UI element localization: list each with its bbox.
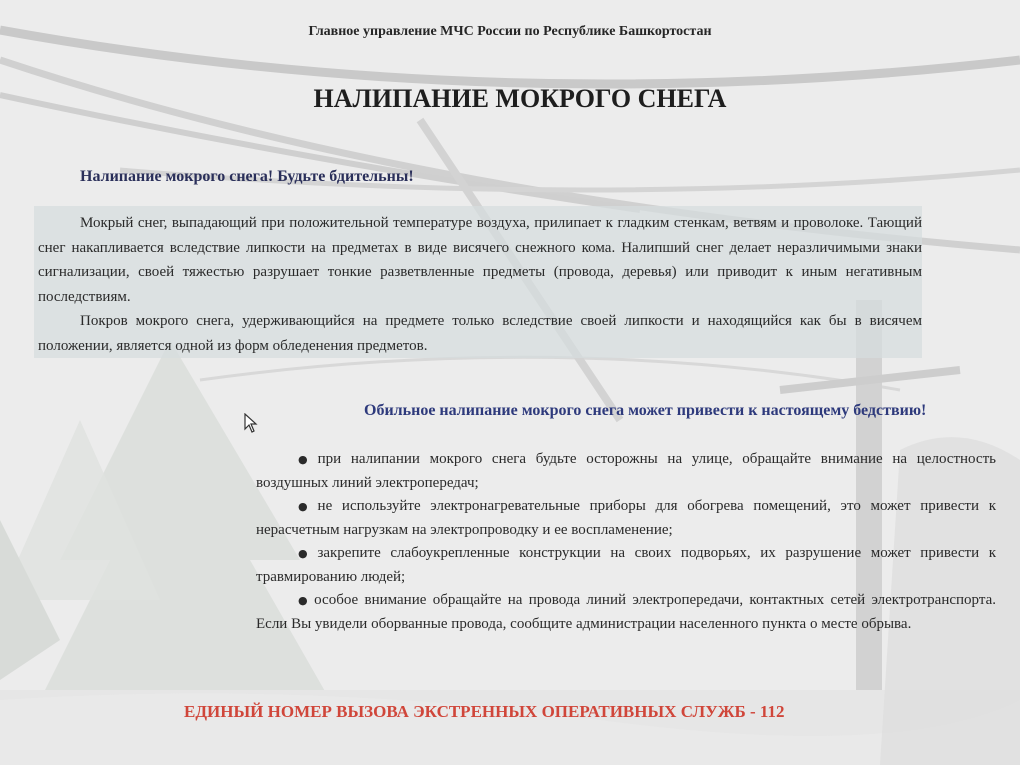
warning-heading: Обильное налипание мокрого снега может привести к настоящему бедствию! [364, 402, 927, 419]
list-item-text: не используйте электронагревательные приборы для обогрева помещений, это может привести к нерасчетным нагрузкам на электропроводку и ее воспламенение; [256, 498, 996, 538]
bullet-icon: ● [298, 453, 314, 466]
organization-name: Главное управление МЧС России по Республике Башкортостан [308, 24, 712, 39]
list-item [256, 542, 996, 589]
intro-paragraph-1: Мокрый снег, выпадающий при положительной температуре воздуха, прилипает к гладким стенкам, ветвям и проволоке. Тающий снег накапливается вследствие липкости на предметах в виде висячего снежного кома. Налипший снег делает неразличимыми знаки сигнализации, своей тяжестью разрушает тонкие разветвленные предметы (провода, деревья) или приводит к иным негативным последствиям. [38, 215, 922, 305]
list-item-text: особое внимание обращайте на провода линий электропередачи, контактных сетей электротранспорта. Если Вы увидели оборванные провода, сообщите администрации населенного пункта о месте обрыва. [256, 592, 996, 632]
bullet-icon: ● [298, 500, 314, 513]
intro-subtitle: Налипание мокрого снега! Будьте бдительны! [80, 168, 414, 185]
list-item [256, 495, 996, 542]
emergency-number-footer: ЕДИНЫЙ НОМЕР ВЫЗОВА ЭКСТРЕННЫХ ОПЕРАТИВНЫХ СЛУЖБ - 112 [184, 702, 785, 721]
bullet-icon: ● [298, 547, 314, 560]
list-item [256, 448, 996, 495]
mouse-pointer-icon [244, 413, 258, 433]
list-item [256, 589, 996, 636]
page-title: НАЛИПАНИЕ МОКРОГО СНЕГА [313, 84, 727, 113]
safety-tips-list [256, 448, 996, 636]
bullet-icon: ● [298, 594, 311, 607]
intro-paragraph-2: Покров мокрого снега, удерживающийся на предмете только вследствие своей липкости и находящийся как бы в висячем положении, является одной из форм обледенения предметов. [38, 313, 922, 354]
list-item-text: при налипании мокрого снега будьте осторожны на улице, обращайте внимание на целостность воздушных линий электропередач; [256, 451, 996, 491]
list-item-text: закрепите слабоукрепленные конструкции на своих подворьях, их разрушение может привести к травмированию людей; [256, 545, 996, 585]
